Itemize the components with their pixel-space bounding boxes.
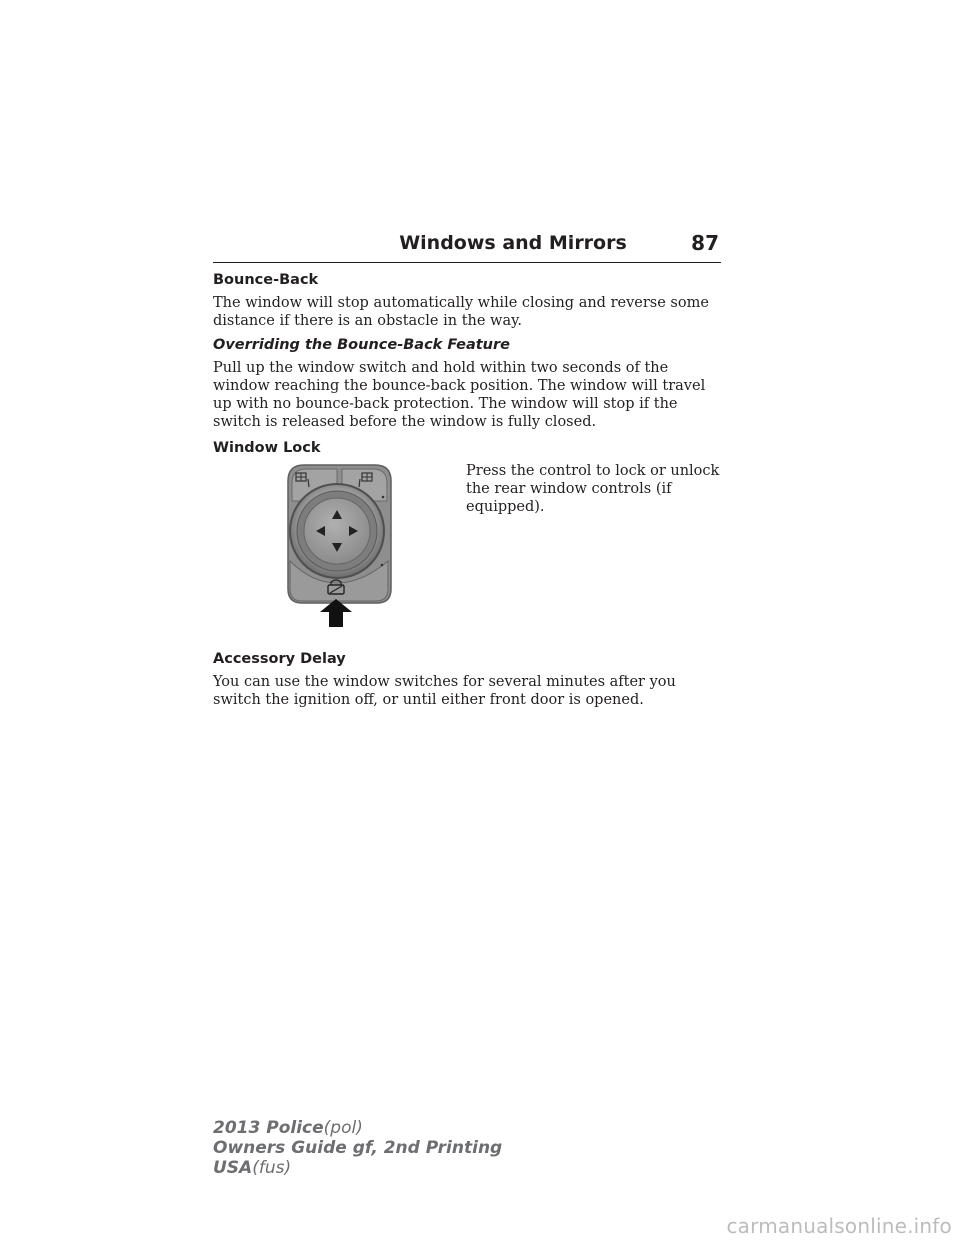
site-watermark: carmanualsonline.info (726, 1214, 952, 1238)
paragraph-window-lock: Press the control to lock or unlock the rear window controls (if equipped). (466, 463, 720, 515)
heading-window-lock: Window Lock (213, 440, 321, 456)
page-header (213, 230, 721, 263)
paragraph-bounce-back: The window will stop automatically while closing and reverse some distance if there is an obstacle in the way. (213, 295, 709, 329)
mirror-control-window-lock-illustration (282, 461, 397, 629)
heading-bounce-back: Bounce-Back (213, 272, 319, 288)
footer-line-2 (213, 1138, 502, 1158)
footer-line-3 (213, 1158, 502, 1178)
heading-overriding-bounce-back: Overriding the Bounce-Back Feature (213, 337, 510, 353)
document-footer (213, 1118, 502, 1178)
footer-line-1 (213, 1118, 502, 1138)
footer-market-code: (fus) (252, 1158, 292, 1178)
footer-model: 2013 Police (213, 1118, 324, 1138)
heading-accessory-delay: Accessory Delay (213, 651, 346, 667)
page-number: 87 (691, 231, 719, 255)
paragraph-overriding-bounce-back: Pull up the window switch and hold within two seconds of the window reaching the bounce-back position. The window will travel up with no bounce-back protection. The window will stop if the switch is released before the window is fully closed. (213, 360, 706, 430)
footer-guide: Owners Guide gf, 2nd Printing (213, 1138, 503, 1158)
paragraph-accessory-delay: You can use the window switches for several minutes after you switch the ignition off, or until either front door is opened. (213, 674, 676, 708)
window-lock-switch-icon (282, 461, 397, 629)
footer-model-code: (pol) (323, 1118, 363, 1138)
section-title: Windows and Mirrors (399, 232, 627, 254)
footer-market: USA (213, 1158, 253, 1178)
